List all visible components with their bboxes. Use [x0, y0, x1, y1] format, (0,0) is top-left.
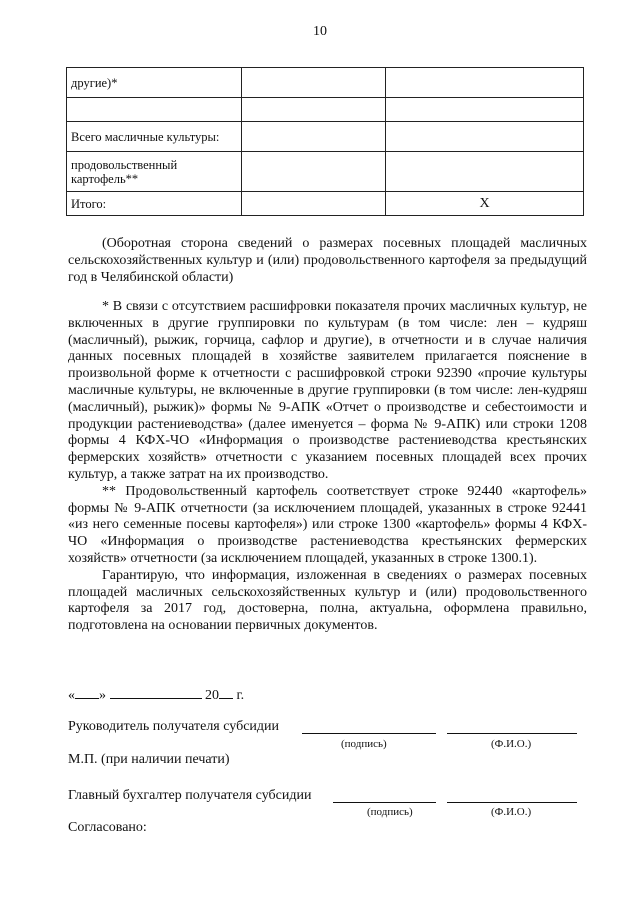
table-row [67, 192, 584, 216]
table-row [67, 68, 584, 98]
table-cell-x-mark: Х [386, 192, 584, 216]
table-cell [242, 192, 386, 216]
table-cell-label: Всего масличные культуры: [67, 122, 242, 152]
date-close-quote: » [99, 688, 106, 703]
year-suffix: г. [236, 688, 245, 703]
agreed-label: Согласовано: [68, 820, 147, 835]
table-row [67, 152, 584, 192]
table-cell-label: продовольственный картофель** [67, 152, 242, 192]
table-row [67, 98, 584, 122]
table-cell [242, 122, 386, 152]
table-row [67, 122, 584, 152]
head-label: Руководитель получателя субсидии [68, 719, 280, 734]
date-line [68, 686, 244, 704]
year-prefix: 20 [205, 688, 219, 703]
accountant-signature-caption: (подпись) [367, 806, 413, 818]
table-cell-label [67, 98, 242, 122]
footnote-other-oil-crops: * В связи с отсутствием расшифровки показателя прочих масличных культур, не включенных в другие группировки по культурам (в том числе: лен – кудряш (масличный), рыжик, горчица, сафлор и другие), в отчетности и в случае наличия данных посевных площадей в хозяйстве заявителем прилагается пояснение в произвольной форме к отчетности с расшифровкой строки 92390 «прочие культуры масличные культуры, не включенные в другие группировки (в том числе: лен-кудряш (масличный), рыжик)» формы № 9-АПК «Отчет о производстве и себестоимости и продукции растениеводства» (далее именуется – форма № 9-АПК) или строки 1208 формы 4 КФХ-ЧО «Информация о производстве растениеводства крестьянских фермерских хозяйств» отчетности с указанием посевных площадей всех прочих культур, а также затрат на их производство. [68, 299, 587, 482]
table-cell-label: другие)* [67, 68, 242, 98]
accountant-label: Главный бухгалтер получателя субсидии [68, 788, 312, 803]
month-blank[interactable] [110, 686, 202, 699]
page-number: 10 [313, 24, 327, 39]
accountant-fio-line[interactable] [447, 802, 577, 803]
date-open-quote: « [68, 688, 75, 703]
table-cell [386, 68, 584, 98]
accountant-fio-caption: (Ф.И.О.) [491, 806, 532, 818]
table-cell [386, 152, 584, 192]
table-cell [242, 152, 386, 192]
year-blank[interactable] [219, 686, 233, 699]
table-cell-label: Итого: [67, 192, 242, 216]
table-cell [242, 98, 386, 122]
notes-block [68, 299, 587, 635]
accountant-signature-line[interactable] [333, 802, 436, 803]
table-cell [242, 68, 386, 98]
crop-area-table [66, 67, 584, 216]
table-cell [386, 98, 584, 122]
day-blank[interactable] [75, 686, 99, 699]
head-signature-caption: (подпись) [341, 738, 387, 750]
reverse-side-caption: (Оборотная сторона сведений о размерах посевных площадей масличных сельскохозяйственных культур и (или) продовольственного картофеля за предыдущий год в Челябинской области) [68, 236, 587, 285]
head-fio-line[interactable] [447, 733, 577, 734]
head-signature-line[interactable] [302, 733, 436, 734]
footnote-potato: ** Продовольственный картофель соответствует строке 92440 «картофель» формы № 9-АПК отчетности (за исключением площадей, указанных в строке 92441 «из него семенные посевы картофеля») или строке 1300 «картофель» формы 4 КФХ-ЧО «Информация о производстве растениеводства крестьянских фермерских хозяйств» отчетности (за исключением площадей, указанных в строке 1300.1). [68, 483, 587, 566]
guarantee-statement: Гарантирую, что информация, изложенная в сведениях о размерах посевных площадей масличных сельскохозяйственных культур и (или) продовольственного картофеля за 2017 год, достоверна, полна, актуальна, оформлена правильно, подготовлена на основании первичных документов. [68, 567, 587, 634]
head-fio-caption: (Ф.И.О.) [491, 738, 532, 750]
table-cell [386, 122, 584, 152]
stamp-label: М.П. (при наличии печати) [68, 752, 230, 767]
